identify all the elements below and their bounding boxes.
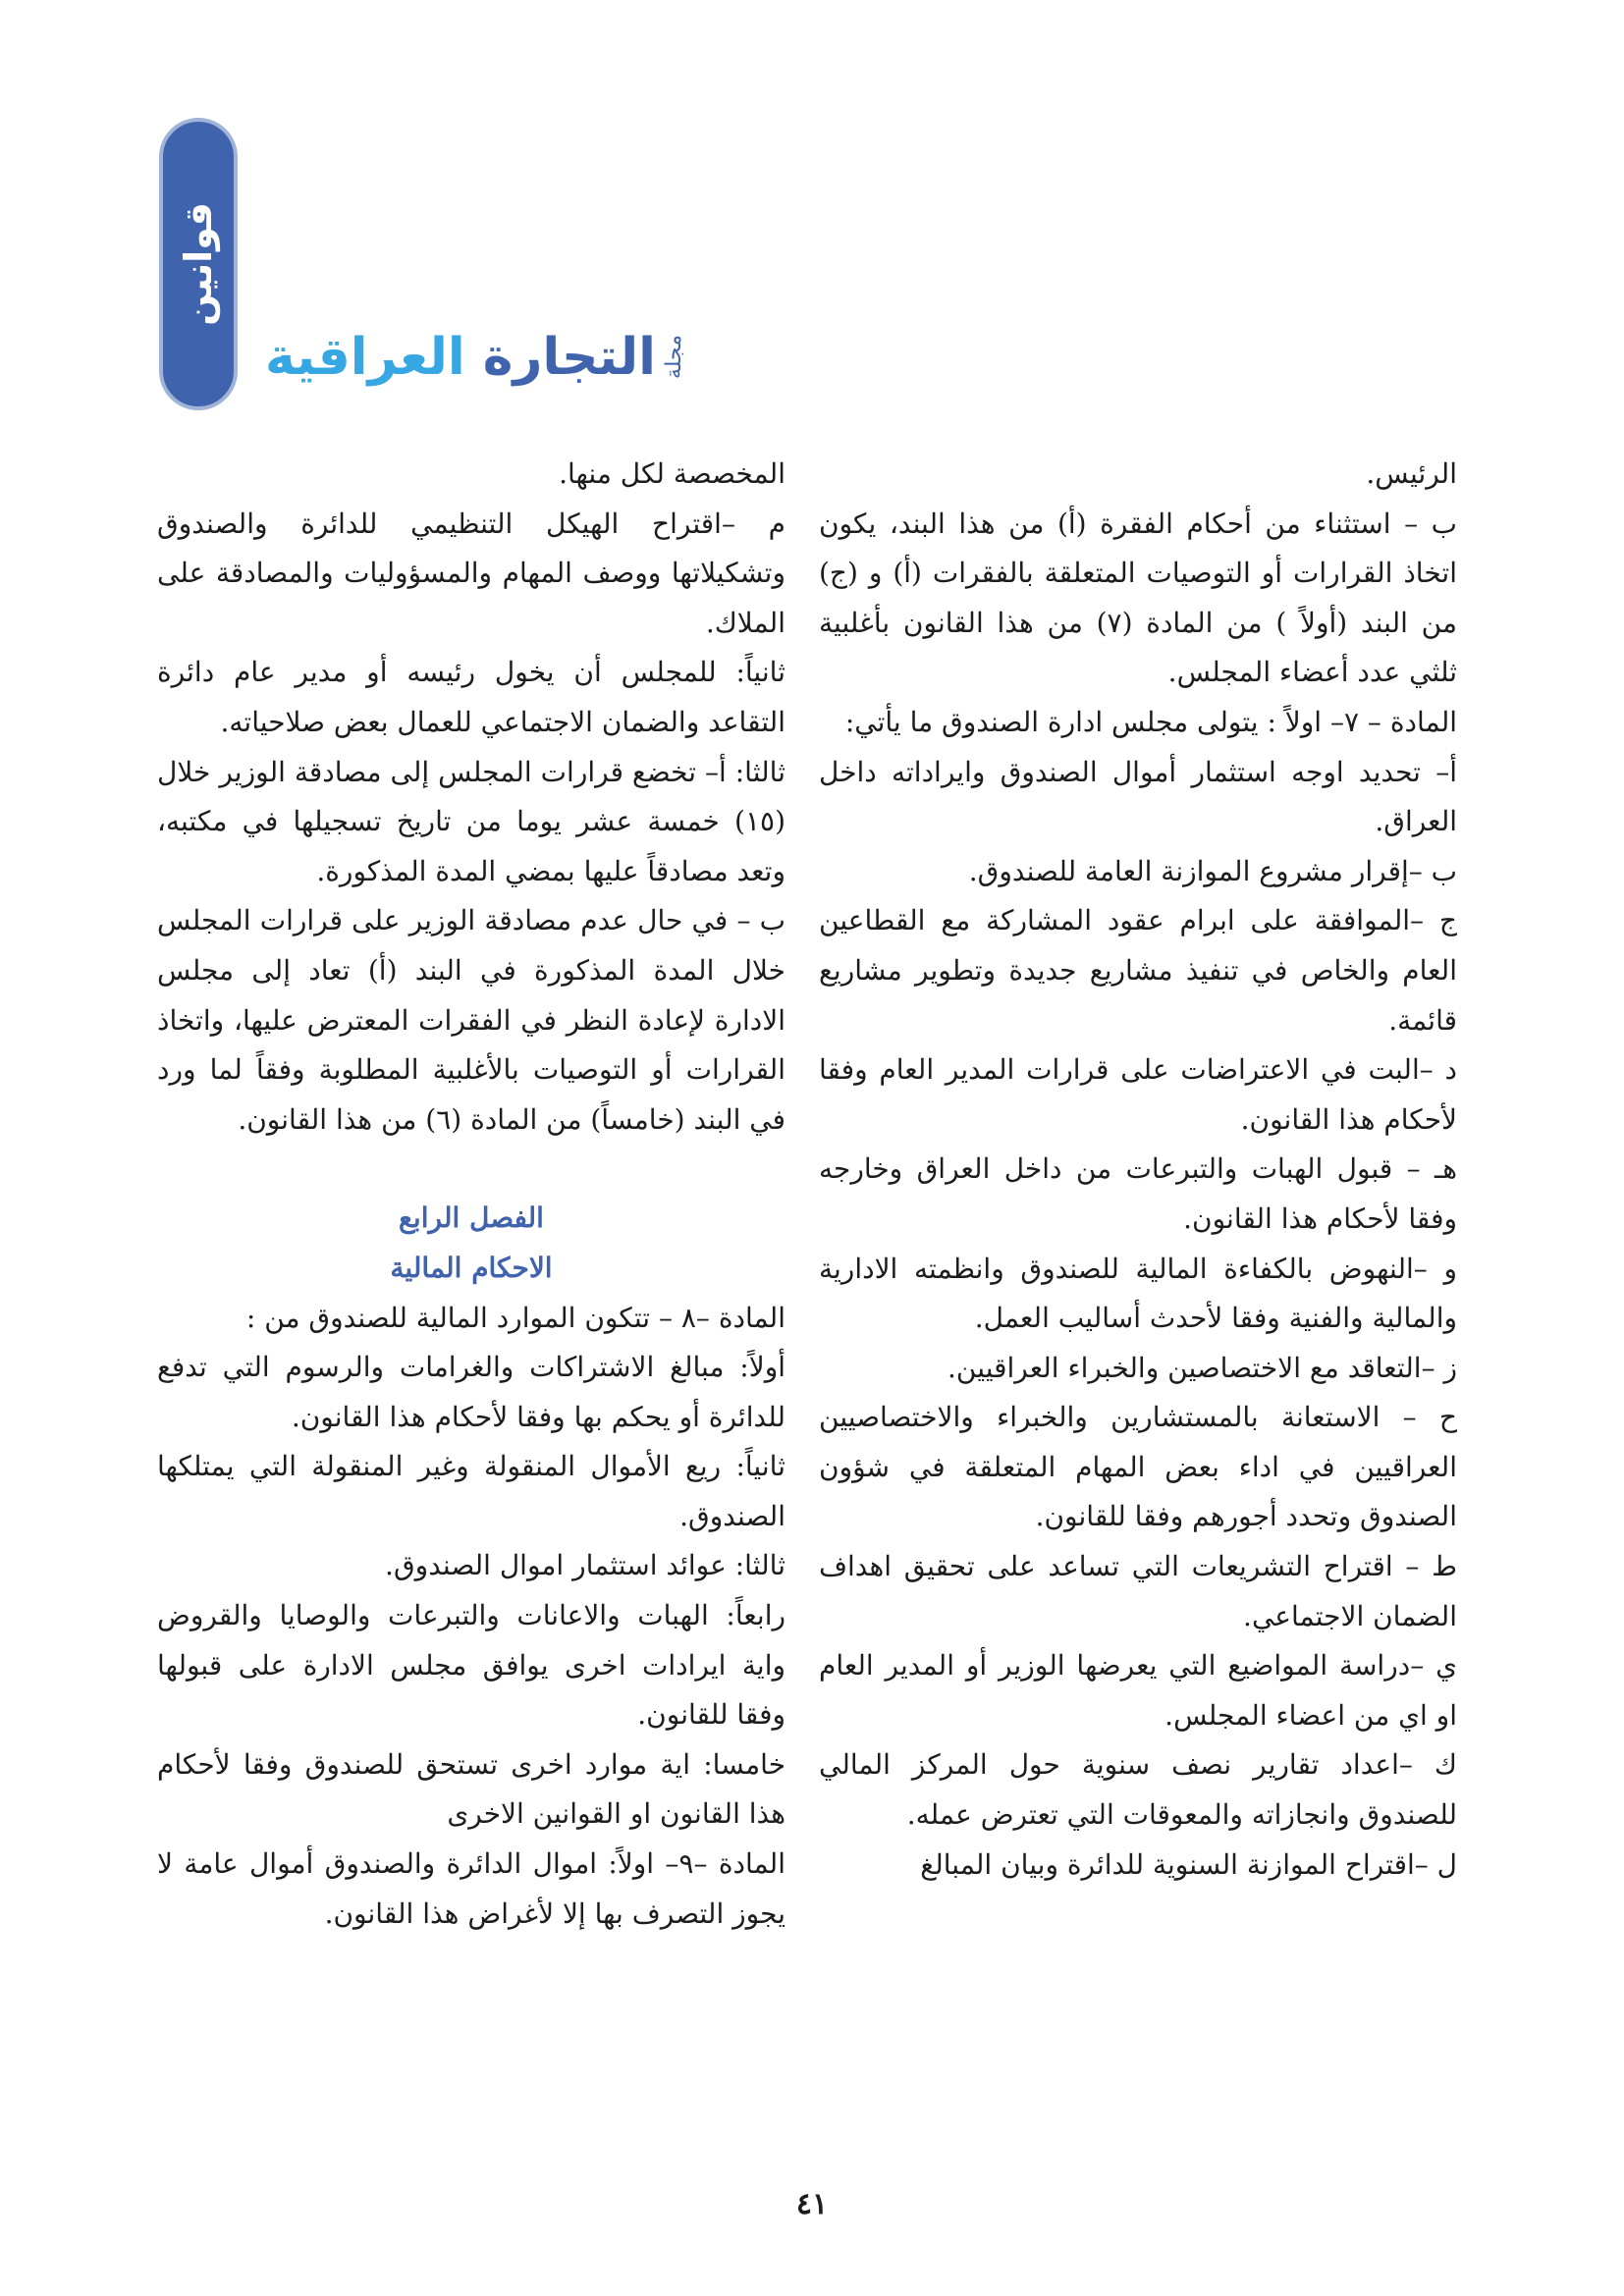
paragraph: المادة –٨ – تتكون الموارد المالية للصندوق من : [245,1301,785,1334]
paragraph: ب – في حال عدم مصادقة الوزير على قرارات المجلس خلال المدة المذكورة في البند (أ) تعاد إلى مجلس الادارة لإعادة النظر في الفقرات المعترض عليها، واتخاذ القرارات أو التوصيات بالأغلبية المطلوبة وفقاً لما ورد في البند (خامساً) من المادة (٦) من هذا القانون. [157,904,785,1136]
paragraph: رابعاً: الهبات والاعانات والتبرعات والوصايا والقروض واية ايرادات اخرى يوافق مجلس الادارة على قبولها وفقا للقانون. [157,1599,785,1732]
logo-word-1: التجارة [482,328,657,387]
section-tab-label: قوانين [177,202,220,326]
paragraph: أ– تحديد اوجه استثمار أموال الصندوق وايراداته داخل العراق. [819,755,1457,838]
paragraph: ثالثا: عوائد استثمار اموال الصندوق. [385,1549,785,1582]
paragraph: الرئيس. [1366,457,1457,490]
paragraph: هـ – قبول الهبات والتبرعات من داخل العراق وخارجه وفقا لأحكام هذا القانون. [819,1152,1457,1235]
paragraph: ك –اعداد تقارير نصف سنوية حول المركز المالي للصندوق وانجازاته والمعوقات التي تعترض عمله. [819,1748,1457,1832]
paragraph: ح – الاستعانة بالمستشارين والخبراء والاختصاصيين العراقيين في اداء بعض المهام المتعلقة في شؤون الصندوق وتحدد أجورهم وفقا للقانون. [819,1401,1457,1533]
paragraph: ثانياً: ريع الأموال المنقولة وغير المنقولة التي يمتلكها الصندوق. [157,1450,785,1532]
paragraph: ز –التعاقد مع الاختصاصين والخبراء العراقيين. [947,1351,1457,1384]
paragraph: و –النهوض بالكفاءة المالية للصندوق وانظمته الادارية والمالية والفنية وفقا لأحدث أساليب العمل. [819,1252,1457,1335]
paragraph: م –اقتراح الهيكل التنظيمي للدائرة والصندوق وتشكيلاتها ووصف المهام والمسؤوليات والمصادقة على الملاك. [157,507,785,639]
paragraph: أولاً: مبالغ الاشتراكات والغرامات والرسوم التي تدفع للدائرة أو يحكم بها وفقا لأحكام هذا القانون. [157,1351,785,1433]
paragraph: ج –الموافقة على ابرام عقود المشاركة مع القطاعين العام والخاص في تنفيذ مشاريع جديدة وتطوير مشاريع قائمة. [819,904,1457,1037]
left-column [157,450,785,1939]
paragraph: خامسا: اية موارد اخرى تستحق للصندوق وفقا لأحكام هذا القانون او القوانين الاخرى [157,1747,785,1831]
section-tab [159,118,238,410]
paragraph: المادة – ٧– اولاً : يتولى مجلس ادارة الصندوق ما يأتي: [844,705,1457,738]
paragraph: المخصصة لكل منها. [559,457,785,490]
logo-word-2: العراقية [265,328,465,387]
logo-main-text [265,328,657,387]
chapter-title: الفصل الرابع [399,1201,544,1235]
magazine-logo [265,328,687,387]
paragraph: ثالثا: أ– تخضع قرارات المجلس إلى مصادقة الوزير خلال (١٥) خمسة عشر يوما من تاريخ تسجيلها في مكتبه، وتعد مصادقاً عليها بمضي المدة المذكورة. [157,755,785,887]
paragraph: المادة –٩– اولاً: اموال الدائرة والصندوق أموال عامة لا يجوز التصرف بها إلا لأغراض هذا القانون. [157,1847,785,1930]
paragraph: ثانياً: للمجلس أن يخول رئيسه أو مدير عام دائرة التقاعد والضمان الاجتماعي للعمال بعض صلاحياته. [157,656,785,738]
paragraph: ي –دراسة المواضيع التي يعرضها الوزير أو المدير العام او اي من اعضاء المجلس. [819,1649,1457,1732]
section-spacer [157,1145,785,1194]
paragraph: ل –اقتراح الموازنة السنوية للدائرة وبيان المبالغ [920,1847,1457,1881]
paragraph: ب –إقرار مشروع الموازنة العامة للصندوق. [968,854,1457,887]
paragraph: ط – اقتراح التشريعات التي تساعد على تحقيق اهداف الضمان الاجتماعي. [819,1550,1457,1632]
right-column [819,450,1457,1890]
paragraph: ب – استثناء من أحكام الفقرة (أ) من هذا البند، يكون اتخاذ القرارات أو التوصيات المتعلقة بالفقرات (أ) و (ج) من البند (أولاً ) من المادة (٧) من هذا القانون بأغلبية ثلثي عدد أعضاء المجلس. [819,507,1457,689]
page-number: ٤١ [795,2187,829,2221]
chapter-subtitle: الاحكام المالية [390,1251,553,1284]
paragraph: د –البت في الاعتراضات على قرارات المدير العام وفقا لأحكام هذا القانون. [819,1053,1457,1136]
logo-small-text: مجلة [662,334,687,379]
